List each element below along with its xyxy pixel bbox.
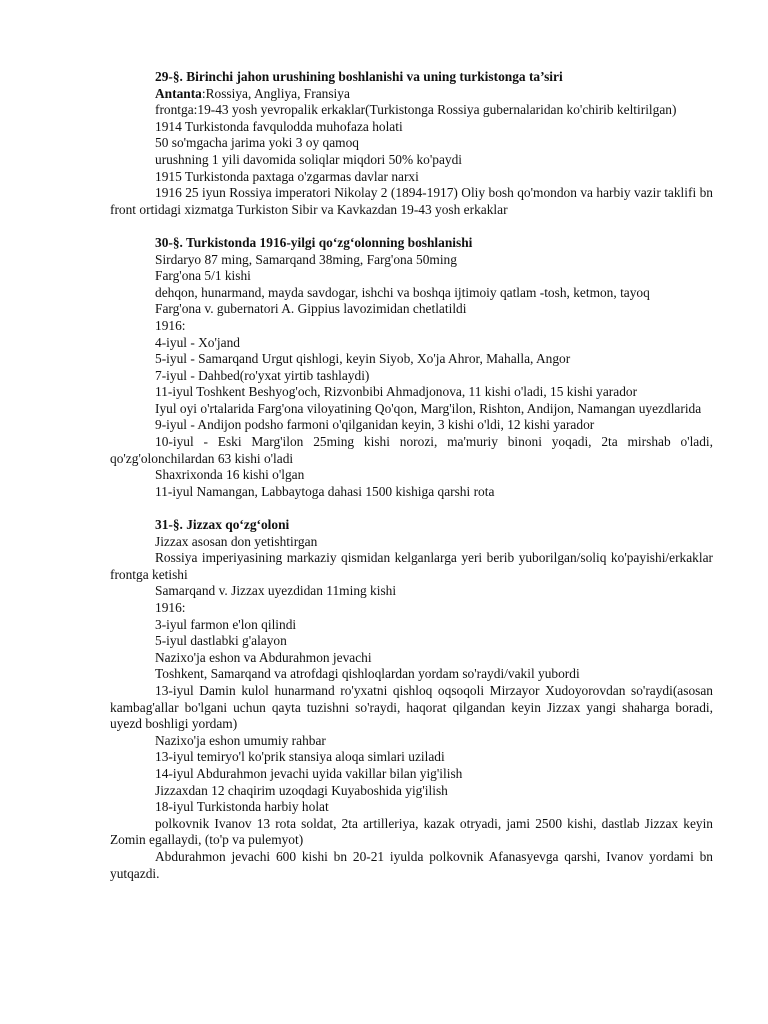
text-line: 11-iyul Toshkent Beshyog'och, Rizvonbibi Ahmadjonova, 11 kishi o'ladi, 15 kishi yarador <box>155 384 638 400</box>
section-31 <box>110 517 713 882</box>
text-line: frontga:19-43 yosh yevropalik erkaklar(Turkistonga Rossiya gubernalaridan ko'chirib keltirilgan) <box>155 102 677 118</box>
text-line: Samarqand v. Jizzax uyezdidan 11ming kishi <box>155 583 397 599</box>
text-line: 4-iyul - Xo'jand <box>155 334 240 350</box>
text-line: 13-iyul Damin kulol hunarmand ro'yxatni qishloq oqsoqoli Mirzayor Xudoyorovdan so'raydi(asosan kambag'allar bo'lgani uchun qayta tuzishni so'raydi, haqorat qilgandan keyin Jizzax yangi shaharga boradi, uyezd boshligi yordam) <box>110 682 713 732</box>
document-page <box>110 69 713 882</box>
text-line: Nazixo'ja eshon umumiy rahbar <box>155 732 326 748</box>
text-line: 1916: <box>155 317 186 333</box>
text-line: 7-iyul - Dahbed(ro'yxat yirtib tashlaydi) <box>155 367 370 383</box>
text-line: 1915 Turkistonda paxtaga o'zgarmas davlar narxi <box>155 168 419 184</box>
text-line: Rossiya imperiyasining markaziy qismidan kelganlarga yeri berib yuborilgan/soliq ko'payishi/erkaklar frontga ketishi <box>110 550 713 582</box>
section-heading: 31-§. Jizzax qo‘zg‘oloni <box>155 517 290 533</box>
text-line: 50 so'mgacha jarima yoki 3 oy qamoq <box>155 135 359 151</box>
section-heading: 29-§. Birinchi jahon urushining boshlanishi va uning turkistonga ta’siri <box>155 69 563 84</box>
text-line: polkovnik Ivanov 13 rota soldat, 2ta artilleriya, kazak otryadi, jami 2500 kishi, dastlab Jizzax keyin Zomin egallaydi, (to'p va pulemyot) <box>110 815 713 848</box>
text-line: Jizzax asosan don yetishtirgan <box>155 533 318 549</box>
text-line: Abdurahmon jevachi 600 kishi bn 20-21 iyulda polkovnik Afanasyevga qarshi, Ivanov yordami bn yutqazdi. <box>110 848 713 881</box>
text-line: Jizzaxdan 12 chaqirim uzoqdagi Kuyaboshida yig'ilish <box>155 782 448 798</box>
section-30 <box>110 235 713 501</box>
text-line: 3-iyul farmon e'lon qilindi <box>155 616 297 632</box>
text-line: 5-iyul - Samarqand Urgut qishlogi, keyin Siyob, Xo'ja Ahror, Mahalla, Angor <box>155 351 571 367</box>
text-line: 13-iyul temiryo'l ko'prik stansiya aloqa simlari uziladi <box>155 749 445 765</box>
text-line: Sirdaryo 87 ming, Samarqand 38ming, Farg'ona 50ming <box>155 251 457 267</box>
text-line: dehqon, hunarmand, mayda savdogar, ishchi va boshqa ijtimoiy qatlam -tosh, ketmon, tayoq <box>155 284 650 300</box>
text-line: 1916 25 iyun Rossiya imperatori Nikolay 2 (1894-1917) Oliy bosh qo'mondon va harbiy vazir taklifi bn front ortidagi xizmatga Turkiston Sibir va Kavkazdan 19-43 yosh erkaklar <box>110 185 713 217</box>
text-line: Iyul oyi o'rtalarida Farg'ona viloyatining Qo'qon, Marg'ilon, Rishton, Andijon, Namangan uyezdlarida <box>155 400 702 416</box>
text-line: Toshkent, Samarqand va atrofdagi qishloqlardan yordam so'raydi/vakil yubordi <box>155 666 580 682</box>
text-line: 5-iyul dastlabki g'alayon <box>155 633 287 649</box>
text-line: 11-iyul Namangan, Labbaytoga dahasi 1500 kishiga qarshi rota <box>155 483 495 499</box>
text-line: 10-iyul - Eski Marg'ilon 25ming kishi norozi, ma'muriy binoni yoqadi, 2ta mirshab o'ladi, qo'zg'olonchilardan 63 kishi o'ladi <box>110 434 713 466</box>
text-line: 9-iyul - Andijon podsho farmoni o'qilganidan keyin, 3 kishi o'ldi, 12 kishi yarador <box>155 417 595 433</box>
antanta-line <box>110 86 713 103</box>
text-line: 14-iyul Abdurahmon jevachi uyida vakillar bilan yig'ilish <box>155 765 463 781</box>
antanta-label: Antanta <box>155 85 202 101</box>
text-line: Farg'ona 5/1 kishi <box>155 268 251 284</box>
text-line: 1914 Turkistonda favqulodda muhofaza holati <box>155 118 403 134</box>
text-line: 18-iyul Turkistonda harbiy holat <box>155 799 329 815</box>
text-line: 1916: <box>155 600 186 615</box>
antanta-text: :Rossiya, Angliya, Fransiya <box>201 85 350 101</box>
text-line: Farg'ona v. gubernatori A. Gippius lavozimidan chetlatildi <box>155 301 467 317</box>
text-line: Shaxrixonda 16 kishi o'lgan <box>155 467 305 483</box>
section-heading: 30-§. Turkistonda 1916-yilgi qo‘zg‘olonning boshlanishi <box>155 234 473 250</box>
text-line: Nazixo'ja eshon va Abdurahmon jevachi <box>155 649 372 665</box>
text-line: urushning 1 yili davomida soliqlar miqdori 50% ko'paydi <box>155 151 463 167</box>
section-29 <box>110 69 713 218</box>
